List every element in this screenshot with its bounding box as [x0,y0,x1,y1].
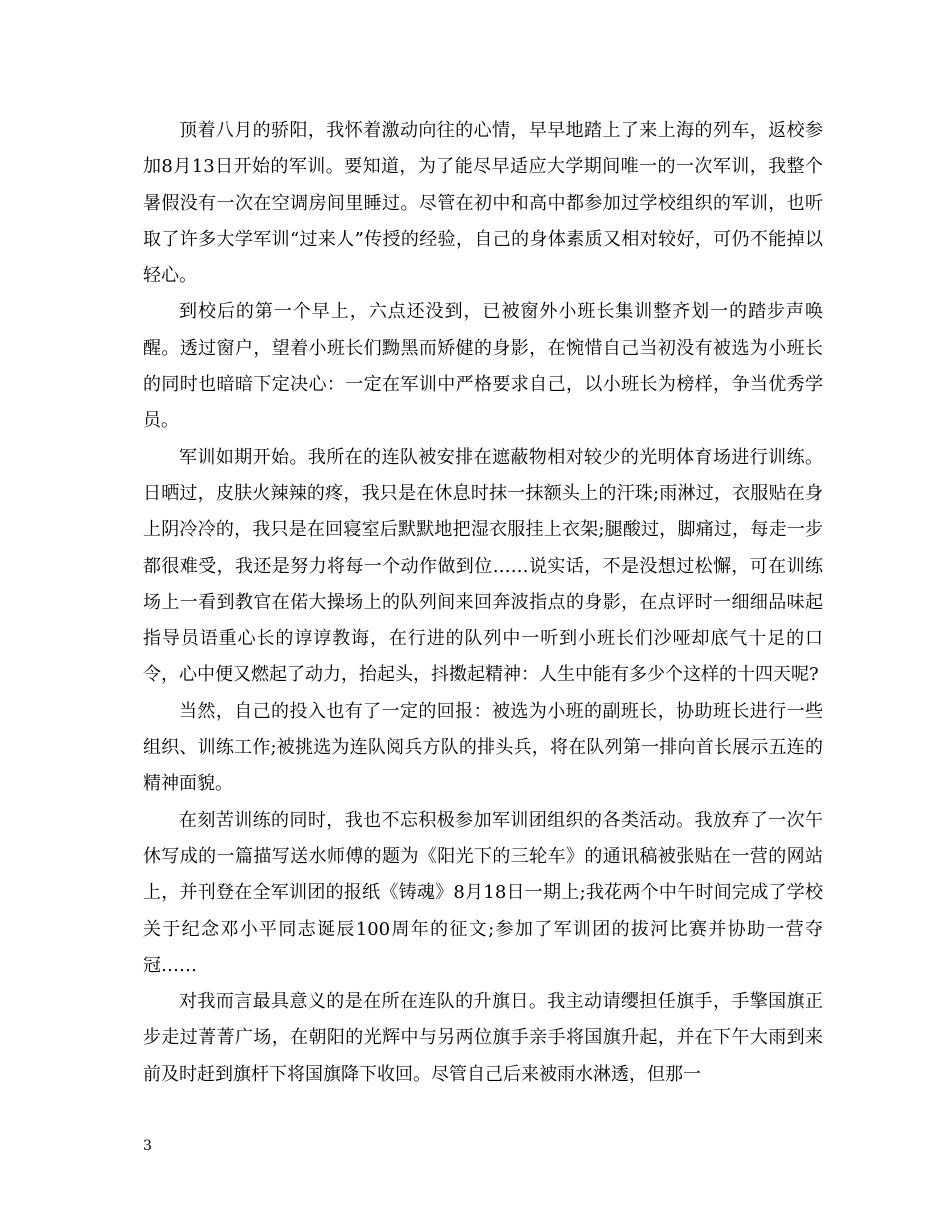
paragraph-1: 顶着八月的骄阳，我怀着激动向往的心情，早早地踏上了来上海的列车，返校参加8月13日开始的军训。要知道，为了能尽早适应大学期间唯一的一次军训，我整个暑假没有一次在空调房间里睡过。尽管在初中和高中都参加过学校组织的军训，也听取了许多大学军训“过来人”传授的经验，自己的身体素质又相对较好，可仍不能掉以轻心。 [143,120,823,287]
page-number: 3 [143,1138,152,1154]
paragraph-3: 军训如期开始。我所在的连队被安排在遮蔽物相对较少的光明体育场进行训练。日晒过，皮肤火辣辣的疼，我只是在休息时抹一抹额头上的汗珠;雨淋过，衣服贴在身上阴冷冷的，我只是在回寝室后默默地把湿衣服挂上衣架;腿酸过，脚痛过，每走一步都很难受，我还是努力将每一个动作做到位……说实话，不是没想过松懈，可在训练场上一看到教官在偌大操场上的队列间来回奔波指点的身影，在点评时一细细品味起指导员语重心长的谆谆教诲，在行进的队列中一听到小班长们沙哑却底气十足的口令，心中便又燃起了动力，抬起头，抖擞起精神：人生中能有多少个这样的十四天呢? [143,446,823,686]
paragraph-6: 对我而言最具意义的是在所在连队的升旗日。我主动请缨担任旗手，手擎国旗正步走过菁菁广场，在朝阳的光辉中与另两位旗手亲手将国旗升起，并在下午大雨到来前及时赶到旗杆下将国旗降下收回。尽管自己后来被雨水淋透，但那一 [143,991,823,1085]
paragraph-5: 在刻苦训练的同时，我也不忘积极参加军训团组织的各类活动。我放弃了一次午休写成的一篇描写送水师傅的题为《阳光下的三轮车》的通讯稿被张贴在一营的网站上，并刊登在全军训团的报纸《铸魂》8月18日一期上;我花两个中午时间完成了学校关于纪念邓小平同志诞辰100周年的征文;参加了军训团的拔河比赛并协助一营夺冠…… [143,809,823,976]
paragraph-2: 到校后的第一个早上，六点还没到，已被窗外小班长集训整齐划一的踏步声唤醒。透过窗户，望着小班长们黝黑而矫健的身影，在惋惜自己当初没有被选为小班长的同时也暗暗下定决心：一定在军训中严格要求自己，以小班长为榜样，争当优秀学员。 [143,301,823,432]
body-text [143,113,823,1093]
paragraph-4: 当然，自己的投入也有了一定的回报：被选为小班的副班长，协助班长进行一些组织、训练工作;被挑选为连队阅兵方队的排头兵，将在队列第一排向首长展示五连的精神面貌。 [143,700,823,795]
